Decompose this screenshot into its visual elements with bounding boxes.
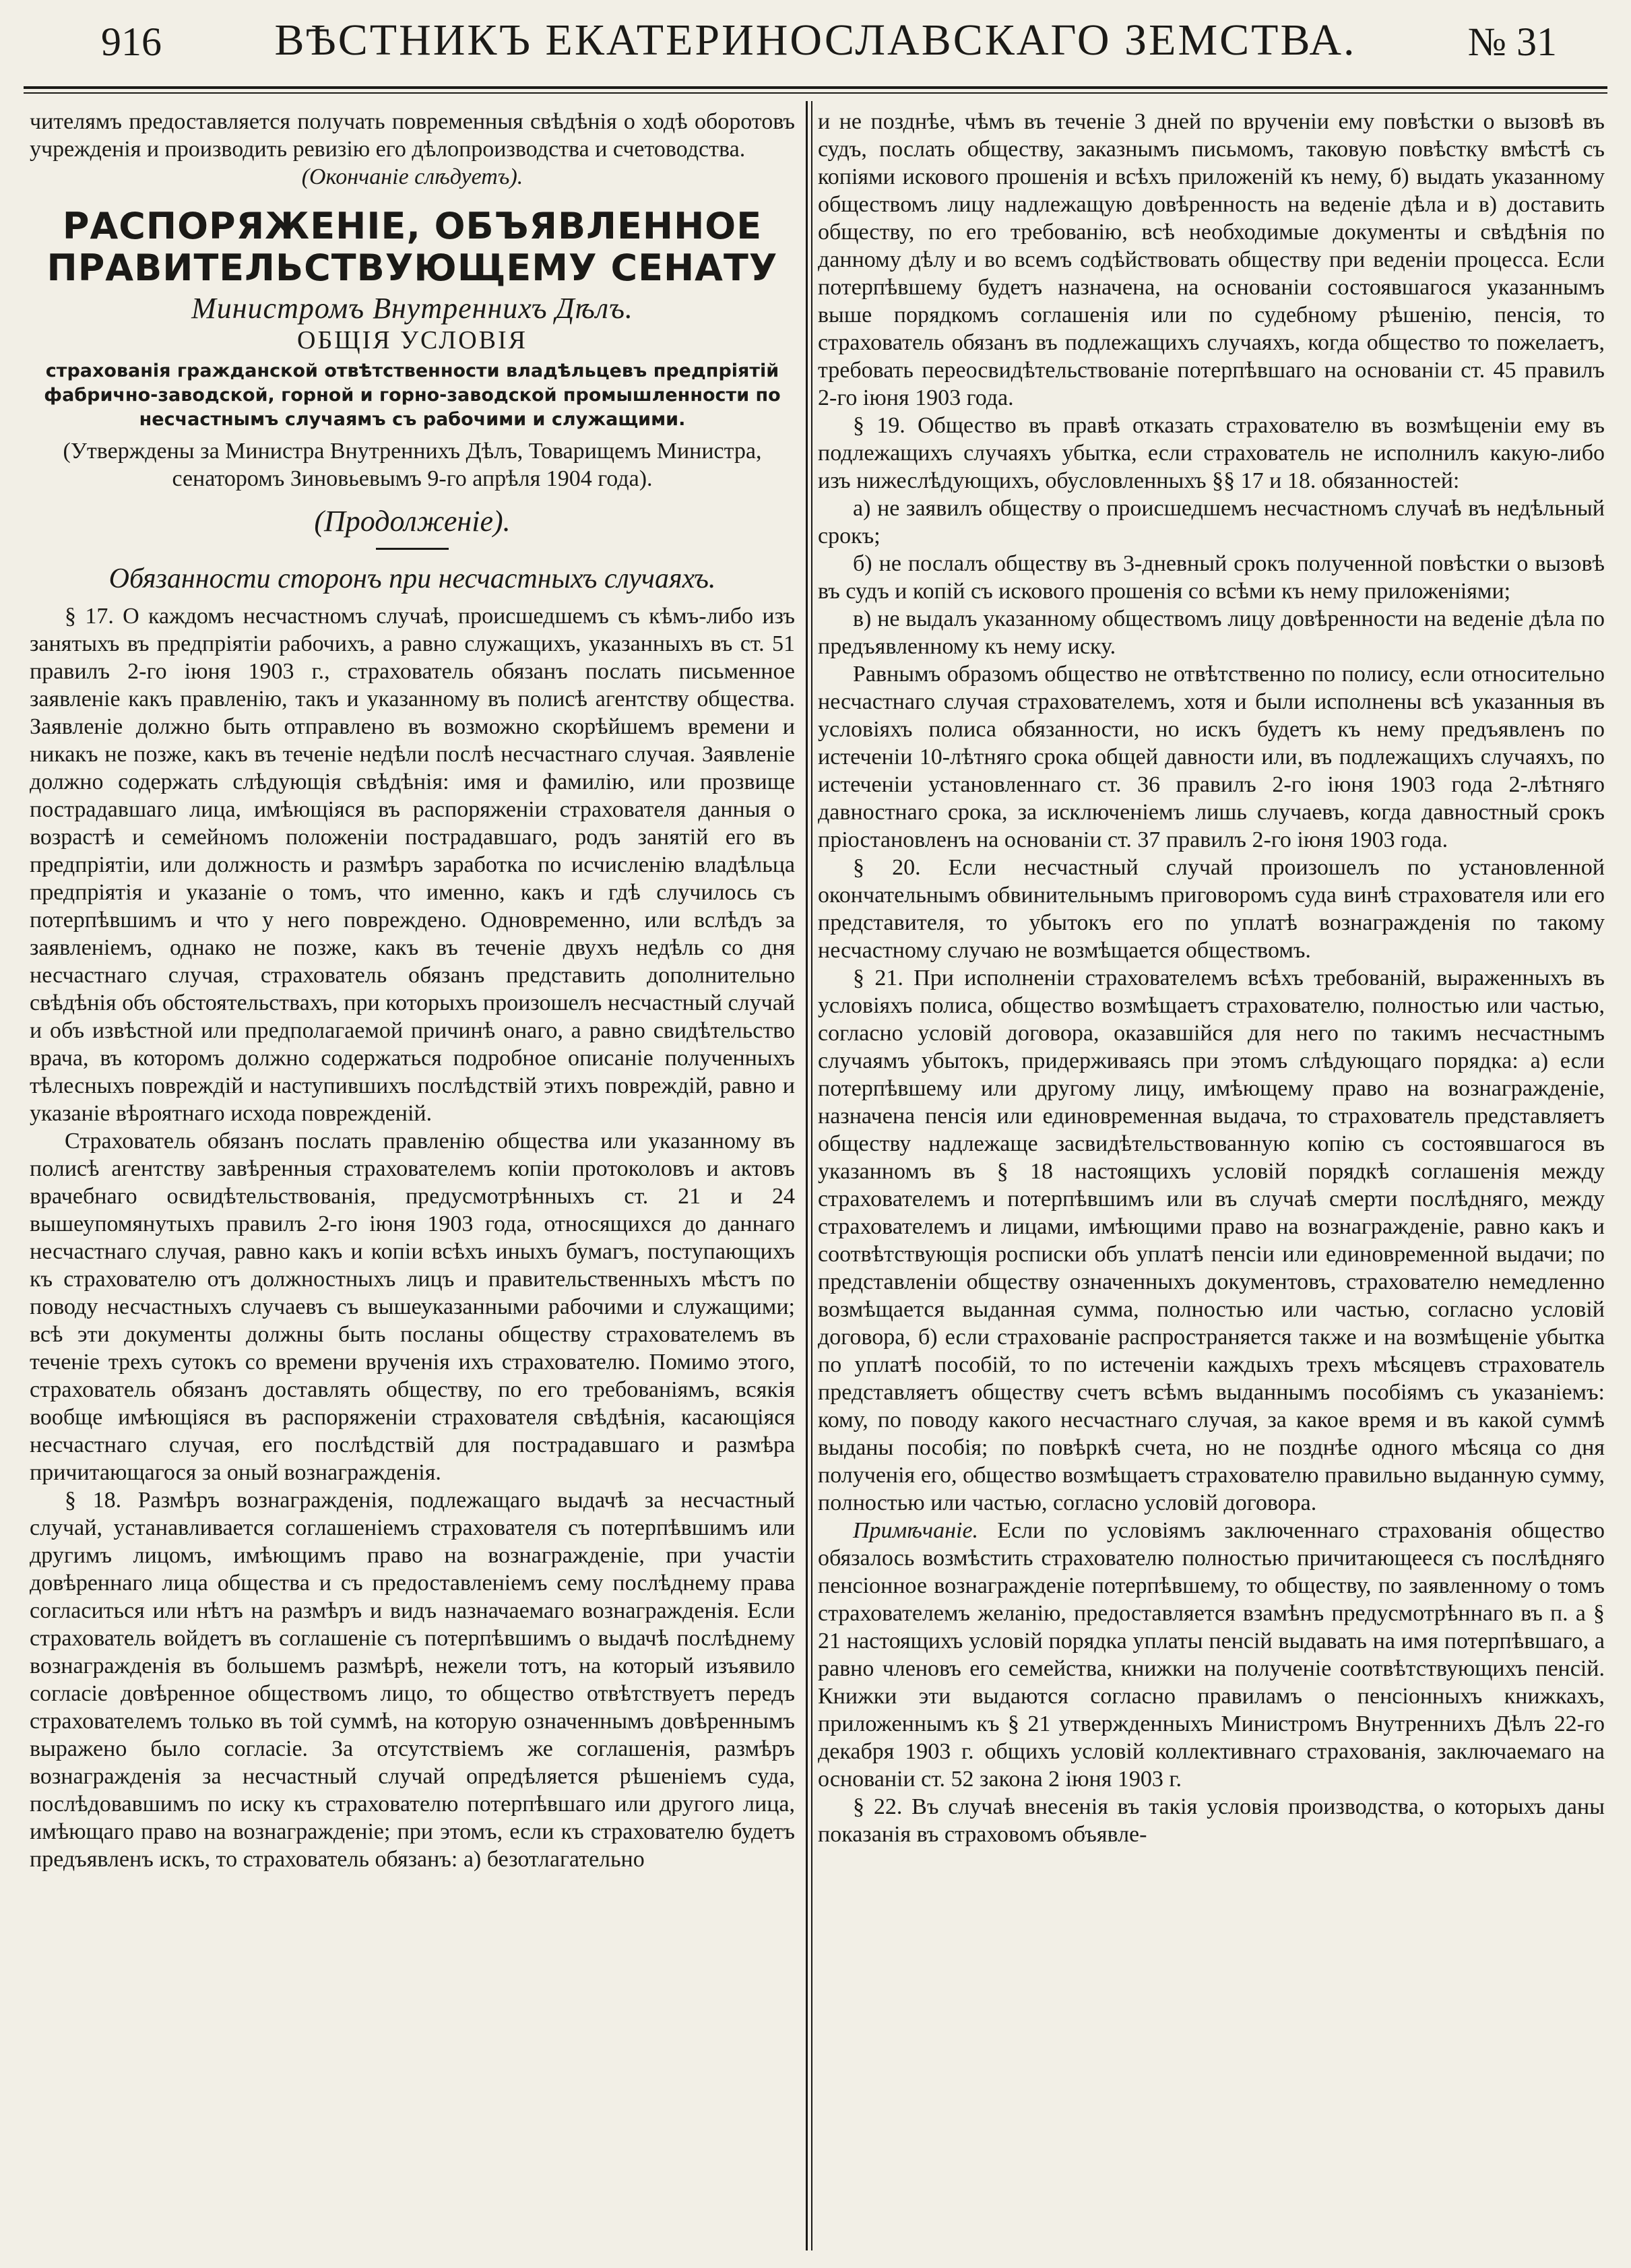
paragraph-19-continued: Равнымъ образомъ общество не отвѣтственно по полису, если относительно несчастнаго случая страхователемъ, хотя и были исполнены всѣ указанныя въ условіяхъ полиса обязанности, но искъ будетъ къ нему предъявленъ по истеченіи 10-лѣтняго срока общей давности или, въ подлежащихъ случаяхъ, по истеченіи установленнаго ст. 36 правилъ 2-го іюня 1903 года 2-лѣтняго давностнаго срока, за исключеніемъ лишь случаевъ, когда давностный срокъ пріостановленъ на основаніи ст. 37 правилъ 2-го іюня 1903 года. <box>818 662 1605 852</box>
paragraph-19: § 19. Общество въ правѣ отказать страхователю въ возмѣщеніи ему въ подлежащихъ случаяхъ убытка, если страхователь не исполнилъ какую-либо изъ нижеслѣдующихъ, обусловленныхъ §§ 17 и 18. обязанностей: <box>818 413 1605 493</box>
header-rule <box>24 86 1607 89</box>
journal-title: ВѢСТНИКЪ ЕКАТЕРИНОСЛАВСКАГО ЗЕМСТВА. <box>274 15 1357 65</box>
intro-paragraph: чителямъ предоставляется получать повременныя свѣдѣнія о ходѣ оборотовъ учрежденія и производить ревизію его дѣлопроизводства и счетоводства. <box>30 109 795 162</box>
left-column <box>30 108 795 1873</box>
end-note: (Окончаніе слѣдуетъ). <box>301 164 523 189</box>
header-rule-thin <box>24 92 1607 94</box>
column-divider <box>806 101 808 2250</box>
paragraph-18: § 18. Размѣръ вознагражденія, подлежащаго выдачѣ за несчастный случай, устанавливается соглашеніемъ страхователя съ потерпѣвшимъ или другимъ лицомъ, имѣющимъ право на вознагражденіе, при участіи довѣреннаго лица общества и съ предоставленіемъ сему послѣднему права согласиться или нѣтъ на размѣръ и видъ назначаемаго вознагражденія. Если страхователь войдетъ въ соглашеніе съ потерпѣвшимъ о выдачѣ послѣднему вознагражденія въ большемъ размѣрѣ, нежели тотъ, на который изъявило согласіе довѣренное обществомъ лицо, то общество отвѣтствуетъ передъ страхователемъ только въ той суммѣ, на которую означеннымъ довѣреннымъ выражено было согласіе. За отсутствіемъ же соглашенія, размѣръ вознагражденія за несчастный случай опредѣляется рѣшеніемъ суда, послѣдовавшимъ по иску къ страхователю потерпѣвшаго или другого лица, имѣющаго право на вознагражденіе; при этомъ, если къ страхователю будетъ предъявленъ искъ, то страхователь обязанъ: а) безотлагательно <box>30 1488 795 1872</box>
section-divider <box>376 548 449 550</box>
paragraph-17-continued: Страхователь обязанъ послать правленію общества или указанному въ полисѣ агентству завѣренныя страхователемъ копіи протоколовъ и актовъ врачебнаго освидѣтельствованія, предусмотрѣнныхъ ст. 21 и 24 вышеупомянутыхъ правилъ 2-го іюня 1903 года, относящихся до даннаго несчастнаго случая, равно какъ и копіи всѣхъ иныхъ бумагъ, поступающихъ къ страхователю отъ должностныхъ лицъ и правительственныхъ мѣстъ по поводу несчастныхъ случаевъ съ вышеуказанными рабочими и служащими; всѣ эти документы должны быть посланы обществу страхователемъ въ теченіе трехъ сутокъ со времени врученія ихъ страхователю. Помимо этого, страхователь обязанъ доставлять обществу, по его требованіямъ, всякія вообще имѣющіяся въ распоряженіи страхователя свѣдѣнія, касающіяся несчастнаго случая, его послѣдствій для пострадавшаго и размѣра причитающагося за оный вознагражденія. <box>30 1129 795 1485</box>
section-heading: Обязанности сторонъ при несчастныхъ случаяхъ. <box>108 563 716 594</box>
paragraph-18-continued: и не позднѣе, чѣмъ въ теченіе 3 дней по врученіи ему повѣстки о вызовѣ въ судъ, послать обществу, заказнымъ письмомъ, таковую повѣстку вмѣстѣ съ копіями искового прошенія и всѣхъ приложеній къ нему, б) выдать указанному обществомъ лицу надлежащую довѣренность на веденіе дѣла и в) доставить обществу, по его требованію, всѣ необходимые документы и свѣдѣнія по данному дѣлу и во всемъ содѣйствовать обществу при веденіи процесса. Если потерпѣвшему будетъ назначена, на основаніи состоявшагося указаннымъ выше порядкомъ соглашенія или по судебному рѣшенію, пенсія, то страхователь обязанъ въ подлежащихъ случаяхъ, когда общество то пожелаетъ, требовать переосвидѣтельствованіе потерпѣвшаго на основаніи ст. 45 правилъ 2-го іюня 1903 года. <box>818 109 1605 410</box>
page-header <box>40 5 1591 80</box>
order-title: РАСПОРЯЖЕНІЕ, ОБЪЯВЛЕННОЕ ПРАВИТЕЛЬСТВУЮЩЕМУ СЕНАТУ <box>46 205 778 289</box>
note-text: Если по условіямъ заключеннаго страхованія общество обязалось возмѣстить страхователю полностью причитающееся съ послѣдняго пенсіонное вознагражденіе потерпѣвшему, то обществу, по заявленному о томъ страхователемъ желанію, предоставляется взамѣнъ предусмотрѣннаго въ п. а § 21 настоящихъ условій порядка уплаты пенсій выдавать на имя потерпѣвшаго, а равно членовъ его семейства, книжки на полученіе соотвѣтствующихъ пенсій. Книжки эти выдаются согласно правиламъ о пенсіонныхъ книжкахъ, приложеннымъ къ § 21 утвержденныхъ Министромъ Внутреннихъ Дѣлъ 22-го декабря 1903 г. общихъ условій коллективнаго страхованія, заключаемаго на основаніи ст. 52 закона 2 іюня 1903 г. <box>818 1518 1605 1792</box>
issuer-line: Министромъ Внутреннихъ Дѣлъ. <box>191 292 633 325</box>
note-paragraph <box>818 1517 1605 1793</box>
page-number: 916 <box>101 20 162 64</box>
issue-number: № 31 <box>1467 20 1557 64</box>
conditions-title: ОБЩІЯ УСЛОВІЯ <box>297 326 527 354</box>
subject-line: страхованія гражданской отвѣтственности владѣльцевъ предпріятій фабрично-заводской, горной и горно-заводской промышленности по несчастнымъ случаямъ съ рабочими и служащими. <box>44 360 781 430</box>
paragraph-22: § 22. Въ случаѣ внесенія въ такія условія производства, о которыхъ даны показанія въ страховомъ объявле- <box>818 1794 1605 1847</box>
paragraph-17: § 17. О каждомъ несчастномъ случаѣ, происшедшемъ съ кѣмъ-либо изъ занятыхъ въ предпріятіи рабочихъ, а равно служащихъ, указанныхъ въ ст. 51 правилъ 2-го іюня 1903 г., страхователь обязанъ послать письменное заявленіе какъ правленію, такъ и указанному въ полисѣ агентству общества. Заявленіе должно быть отправлено въ возможно скорѣйшемъ времени и никакъ не позже, какъ въ теченіе недѣли послѣ несчастнаго случая. Заявленіе должно содержать слѣдующія свѣдѣнія: имя и фамилію, или прозвище пострадавшаго лица, имѣющіяся въ распоряженіи страхователя данныя о возрастѣ и семейномъ положеніи пострадавшаго, родъ занятій его въ предпріятіи, или должность и размѣръ заработка по исчисленію владѣльца предпріятія и указаніе о томъ, что именно, какъ и гдѣ случилось съ потерпѣвшимъ и что у него повреждено. Одновременно, или вслѣдъ за заявленіемъ, однако не позже, какъ въ теченіе двухъ недѣль со дня несчастнаго случая, страхователь обязанъ представить дополнительно свѣдѣнія объ обстоятельствахъ, при которыхъ произошелъ несчастный случай и объ извѣстной или предполагаемой причинѣ онаго, а равно свидѣтельство врача, въ которомъ должно содержаться подробное описаніе полученныхъ тѣлесныхъ повреждій и наступившихъ послѣдствій этихъ повреждій, равно и указаніе вѣроятнаго исхода поврежденій. <box>30 604 795 1126</box>
paragraph-19-item-a: а) не заявилъ обществу о происшедшемъ несчастномъ случаѣ въ недѣльный срокъ; <box>818 496 1605 548</box>
paragraph-19-item-b: б) не послалъ обществу въ 3-дневный срокъ полученной повѣстки о вызовѣ въ судъ и копій съ искового прошенія со всѣми къ нему приложеніями; <box>818 551 1605 604</box>
note-label: Примѣчаніе. <box>853 1518 979 1543</box>
paragraph-19-item-c: в) не выдалъ указанному обществомъ лицу довѣренности на веденіе дѣла по предъявленному къ нему иску. <box>818 606 1605 659</box>
column-divider-thin <box>811 101 812 2250</box>
approval-note: (Утверждены за Министра Внутреннихъ Дѣлъ, Товарищемъ Министра, сенаторомъ Зиновьевымъ 9-го апрѣля 1904 года). <box>63 439 762 491</box>
right-column <box>818 108 1605 1848</box>
paragraph-20: § 20. Если несчастный случай произошелъ по установленной окончательнымъ обвинительнымъ приговоромъ суда винѣ страхователя или его представителя, то убытокъ его по уплатѣ вознагражденія по такому несчастному случаю не возмѣщается обществомъ. <box>818 855 1605 963</box>
paragraph-21: § 21. При исполненіи страхователемъ всѣхъ требованій, выраженныхъ въ условіяхъ полиса, общество возмѣщаетъ страхователю, полностью или частью, согласно условій договора, оказавшійся для него по такимъ несчастнымъ случаямъ убытокъ, придерживаясь при этомъ слѣдующаго порядка: а) если потерпѣвшему или другому лицу, имѣющему право на вознагражденіе, назначена пенсія или единовременная выдача, то страхователь представляетъ обществу надлежаще засвидѣтельствованную копію съ состоявшагося въ указанномъ въ § 18 настоящихъ условій порядкѣ соглашенія между страхователемъ и потерпѣвшимъ или въ случаѣ смерти послѣдняго, между страхователемъ и лицами, имѣющими право на вознагражденіе, равно какъ и соотвѣтствующія росписки объ уплатѣ пенсіи или единовременной выдачи; по представленіи обществу означенныхъ документовъ, страхователю немедленно возмѣщается выданная сумма, полностью или частью, согласно условій договора, б) если страхованіе распространяется также и на возмѣщеніе убытка по уплатѣ пособій, то по истеченіи каждыхъ трехъ мѣсяцевъ страхователь представляетъ обществу счетъ всѣмъ выданнымъ пособіямъ съ указаніемъ: кому, по поводу какого несчастнаго случая, за какое время и въ какой суммѣ выданы пособія; по повѣркѣ счета, но не позднѣе одного мѣсяца со дня полученія его, общество возмѣщаетъ страхователю правильно выданную сумму, полностью или частью, согласно условій договора. <box>818 966 1605 1515</box>
continued-note: (Продолженіе). <box>314 505 511 538</box>
